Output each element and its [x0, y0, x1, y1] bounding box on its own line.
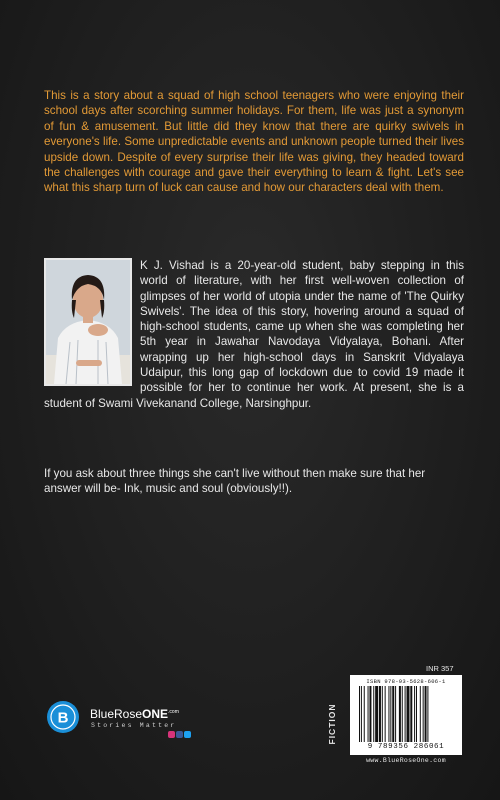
back-cover-blurb: This is a story about a squad of high school teenagers who were enjoying their school days after scorching summer holidays. For them, life was just a synonym of fun & amusement. But little did they know that there are quirky swivels in everyone's life. Some unpredictable events and unknown people turned their lives upside down. Despite of every surprise their life was giving, they headed toward the challenges with courage and gave their everything to learn & fight. Let's see what this sharp turn of luck can cause and how our characters deal with them.: [44, 89, 464, 195]
barcode-digits: 9 789356 286061: [367, 743, 445, 751]
isbn-label: ISBN 978-93-5628-606-1: [366, 678, 446, 685]
barcode-bars: [358, 686, 454, 742]
social-icons: [168, 731, 191, 739]
bluerose-logo-icon: [46, 700, 80, 734]
publisher-name-suffix: .com: [168, 709, 179, 715]
logo-letter: B: [57, 709, 69, 727]
twitter-icon[interactable]: [184, 731, 191, 738]
publisher-name: [90, 707, 179, 721]
author-photo: [44, 258, 132, 386]
isbn-barcode: [350, 675, 462, 755]
author-portrait-image: [46, 260, 130, 384]
genre-label: FICTION: [327, 703, 337, 745]
publisher-website: www.BlueRoseOne.com: [366, 757, 446, 764]
price-label: INR 357: [426, 664, 454, 673]
instagram-icon[interactable]: [168, 731, 175, 738]
author-bio-text: K J. Vishad is a 20-year-old student, baby stepping in this world of literature, with her first well-woven collection of glimpses of her world of utopia under the name of 'The Quirky Swivels'. The idea of this story, hovering around a squad of high-school students, came up when she was completing her 5th year in Jawahar Navodaya Vidyalaya, Bohani. After wrapping up her high-school days in Sanskrit Vidyalaya Udaipur, this long gap of lockdown due to covid 19 made it possible for her to continue her work. At present, she is a student of Swami Vivekanand College, Narsinghpur.: [44, 259, 464, 410]
publisher-name-part2: ONE: [142, 707, 169, 721]
publisher-tagline: Stories Matter: [91, 722, 177, 729]
author-closing-line: If you ask about three things she can't live without then make sure that her answer will be- Ink, music and soul (obviously!!).: [44, 467, 426, 496]
publisher-name-part1: BlueRose: [90, 707, 143, 721]
facebook-icon[interactable]: [176, 731, 183, 738]
